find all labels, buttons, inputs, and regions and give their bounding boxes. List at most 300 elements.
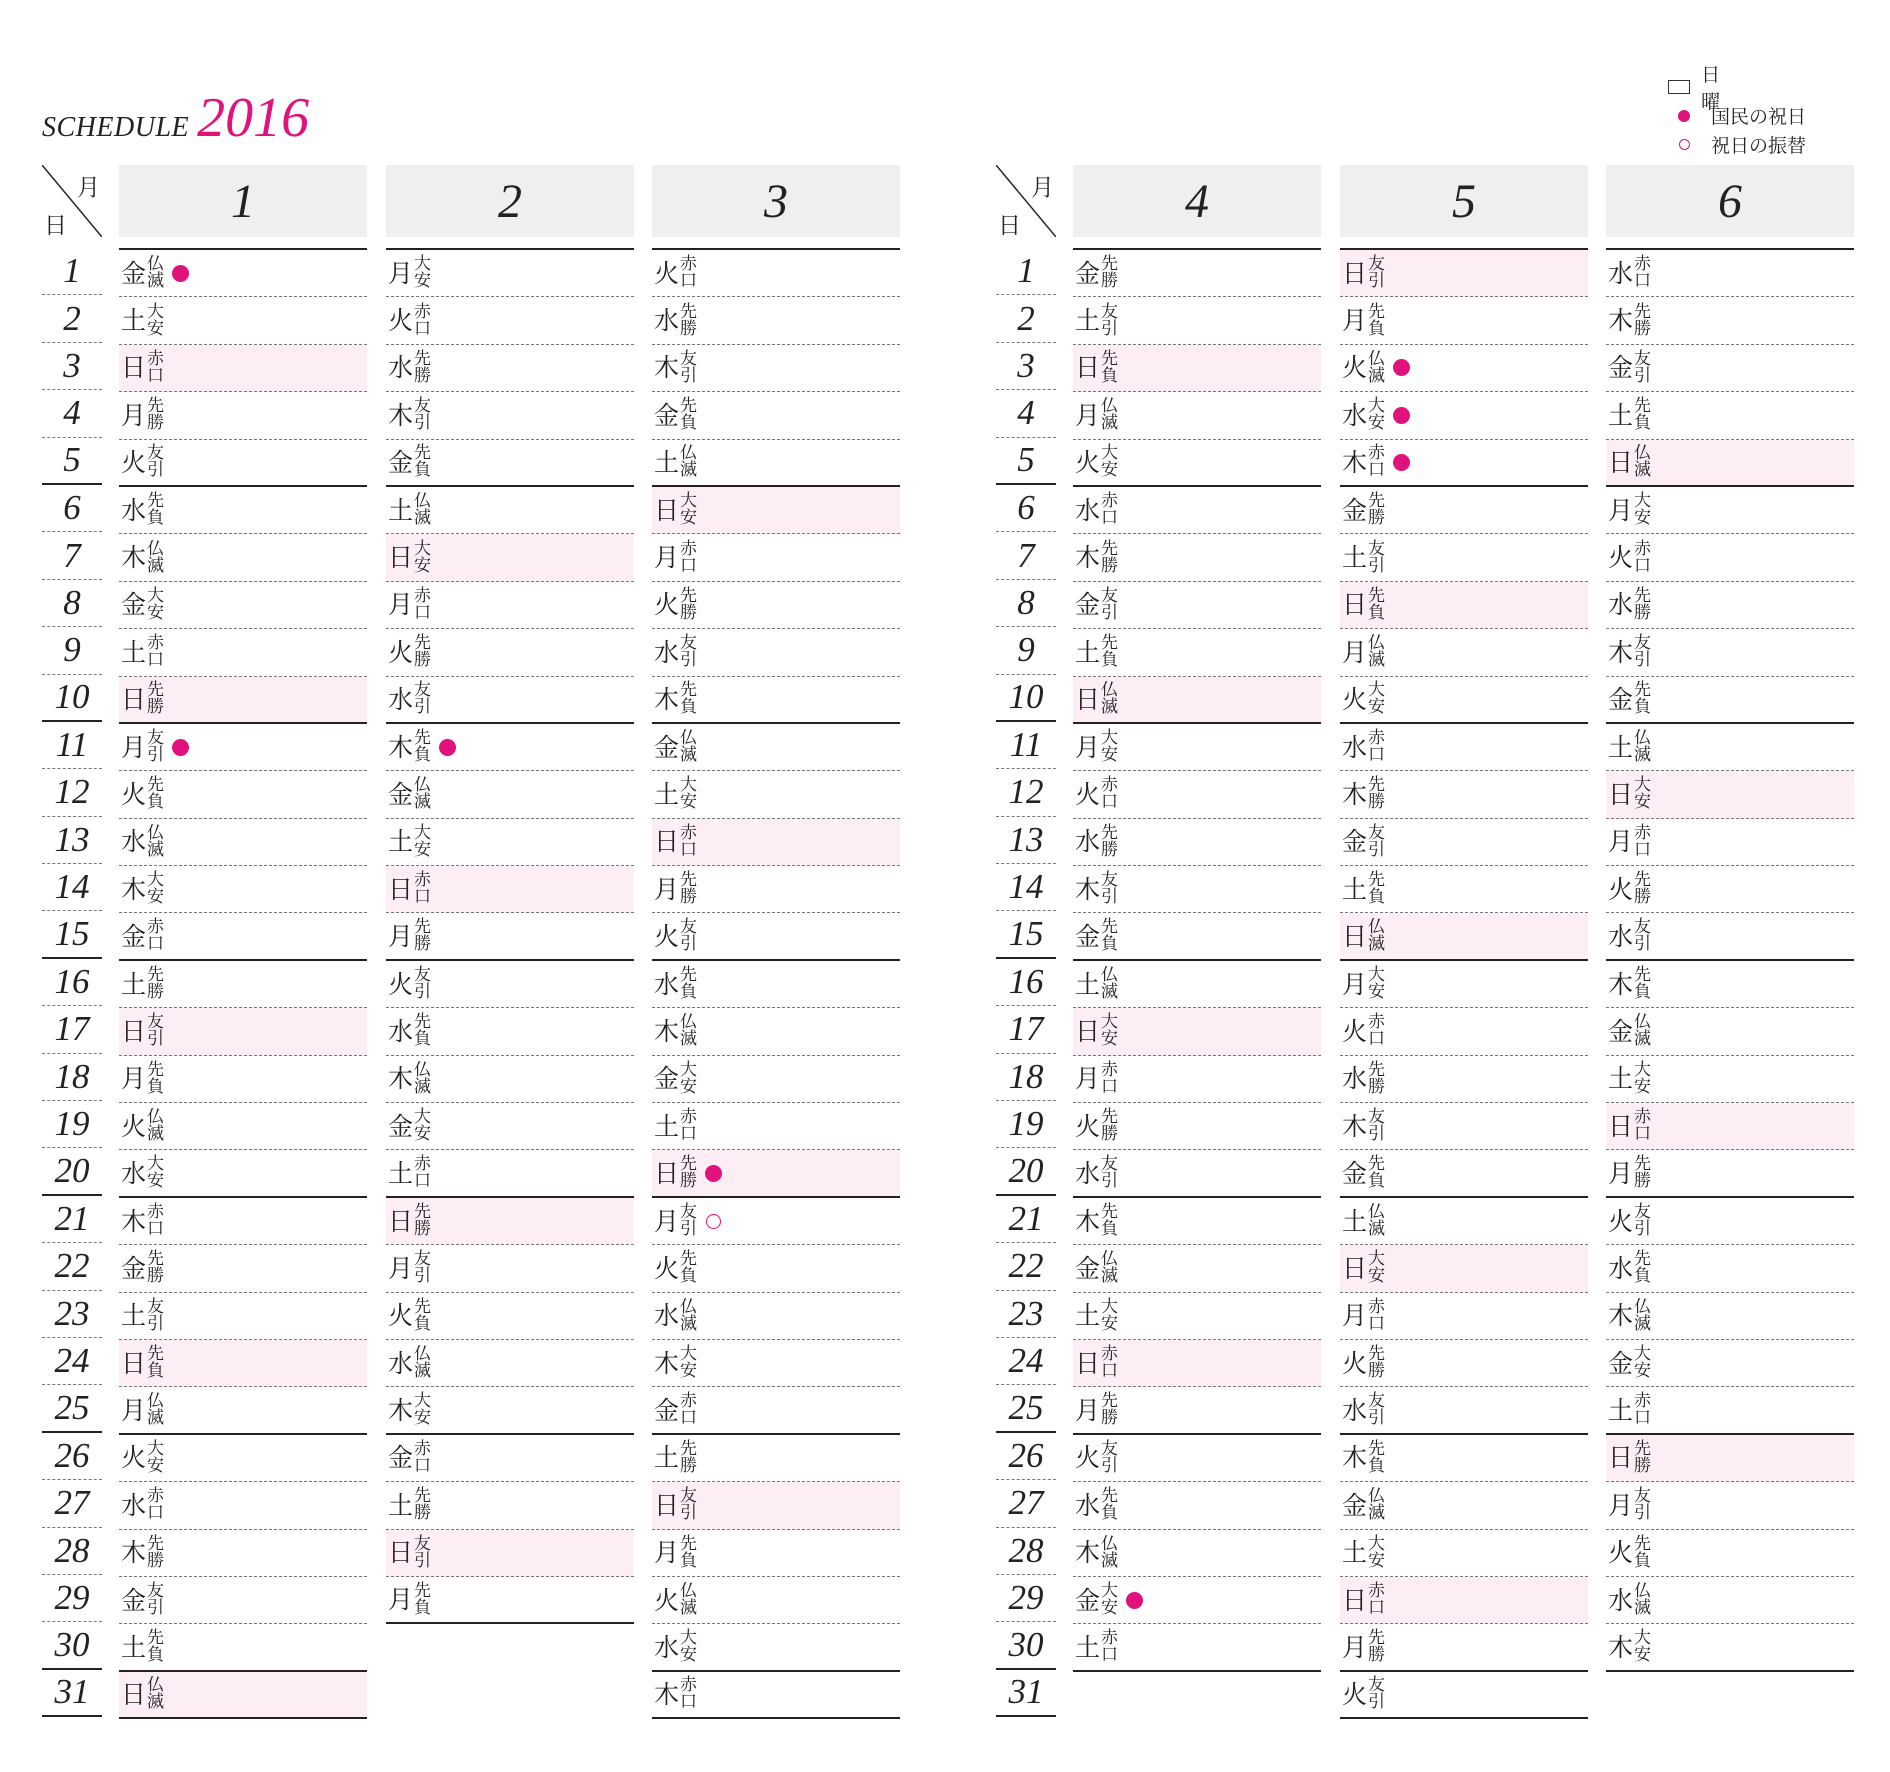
day-row[interactable]	[386, 1103, 634, 1150]
rokuyo-char: 友	[1368, 1675, 1386, 1696]
rokuyo-label	[147, 1438, 165, 1476]
day-row[interactable]	[1340, 1530, 1588, 1577]
day-row[interactable]	[1340, 629, 1588, 676]
rokuyo-label	[1368, 872, 1385, 906]
day-number: 2	[42, 295, 102, 342]
day-row[interactable]	[386, 1530, 634, 1577]
rokuyo-char: 大	[1634, 1628, 1652, 1649]
day-row[interactable]	[1340, 1198, 1588, 1245]
day-row[interactable]	[1073, 534, 1321, 581]
rokuyo-label	[1368, 493, 1385, 527]
day-number: 18	[42, 1054, 102, 1101]
day-row[interactable]	[386, 1435, 634, 1482]
day-row[interactable]	[1606, 1577, 1854, 1624]
day-row[interactable]	[652, 392, 900, 439]
day-row[interactable]	[119, 819, 367, 866]
day-row[interactable]	[1073, 1530, 1321, 1577]
rokuyo-char: 滅	[147, 555, 165, 576]
weekday-label: 日	[388, 874, 414, 904]
day-row[interactable]	[119, 1435, 367, 1482]
rokuyo-char: 勝	[1368, 1361, 1386, 1382]
weekday-label: 日	[1342, 1253, 1368, 1283]
day-row[interactable]	[1606, 1293, 1854, 1340]
rokuyo-char: 大	[1101, 1296, 1119, 1317]
day-row[interactable]	[1073, 724, 1321, 771]
day-row[interactable]	[119, 297, 367, 344]
day-row[interactable]	[1073, 819, 1321, 866]
day-row[interactable]	[1340, 866, 1588, 913]
day-row[interactable]	[119, 487, 367, 534]
day-row[interactable]	[386, 913, 634, 960]
rokuyo-char: 先	[1101, 633, 1119, 654]
day-row[interactable]	[652, 1624, 900, 1671]
day-row[interactable]	[1606, 392, 1854, 439]
day-row[interactable]	[119, 1293, 367, 1340]
weekday-label: 火	[1075, 779, 1101, 809]
weekday-label: 月	[121, 1395, 147, 1425]
weekday-label: 金	[388, 447, 414, 477]
rokuyo-label	[147, 538, 165, 576]
rokuyo-label	[414, 777, 431, 811]
rokuyo-char: 負	[1634, 1266, 1652, 1287]
day-row[interactable]	[119, 1482, 367, 1529]
day-number: 14	[996, 864, 1056, 911]
rokuyo-char: 赤	[147, 348, 165, 369]
day-row[interactable]	[1340, 819, 1588, 866]
rokuyo-label	[1101, 256, 1118, 290]
day-row[interactable]	[119, 1245, 367, 1292]
day-row[interactable]	[1340, 1482, 1588, 1529]
day-row[interactable]	[1073, 771, 1321, 818]
rokuyo-char: 勝	[147, 413, 165, 434]
day-row[interactable]	[386, 1008, 634, 1055]
day-row[interactable]	[386, 250, 634, 297]
month-column-3	[652, 165, 900, 1719]
rokuyo-label	[147, 635, 164, 669]
day-row[interactable]	[119, 345, 367, 392]
day-row[interactable]	[386, 819, 634, 866]
day-row[interactable]	[1340, 913, 1588, 960]
day-row[interactable]	[1340, 1435, 1588, 1482]
day-row[interactable]	[1073, 1056, 1321, 1103]
rokuyo-label	[680, 493, 697, 527]
rokuyo-label	[680, 967, 697, 1001]
holiday-dot-icon	[1126, 1592, 1143, 1609]
rokuyo-char: 滅	[1368, 1503, 1386, 1524]
day-row[interactable]	[386, 582, 634, 629]
rokuyo-label	[1368, 1014, 1385, 1048]
weekday-label: 水	[654, 1301, 680, 1331]
day-row[interactable]	[652, 961, 900, 1008]
rokuyo-char: 安	[414, 1408, 432, 1429]
day-row[interactable]	[652, 1150, 900, 1197]
day-row[interactable]	[1073, 582, 1321, 629]
day-row[interactable]	[652, 1577, 900, 1624]
day-row[interactable]	[652, 1482, 900, 1529]
day-row[interactable]	[652, 534, 900, 581]
day-row[interactable]	[119, 1150, 367, 1197]
day-row[interactable]	[119, 913, 367, 960]
rokuyo-label	[414, 730, 431, 764]
day-row[interactable]	[652, 487, 900, 534]
day-row[interactable]	[119, 1008, 367, 1055]
rokuyo-label	[1368, 1109, 1385, 1143]
day-row[interactable]	[1073, 1624, 1321, 1671]
day-row[interactable]	[1340, 582, 1588, 629]
rokuyo-char: 滅	[1634, 745, 1652, 766]
day-row[interactable]	[119, 866, 367, 913]
rokuyo-label	[680, 1630, 697, 1664]
day-row[interactable]	[1073, 1340, 1321, 1387]
day-row[interactable]	[386, 771, 634, 818]
rokuyo-label	[680, 777, 697, 811]
day-row[interactable]	[119, 1198, 367, 1245]
day-row[interactable]	[386, 1340, 634, 1387]
day-row[interactable]	[1606, 1008, 1854, 1055]
day-row[interactable]	[1073, 250, 1321, 297]
day-row[interactable]	[119, 1103, 367, 1150]
rokuyo-label	[1101, 682, 1118, 716]
day-row[interactable]	[386, 345, 634, 392]
day-row[interactable]	[1340, 1245, 1588, 1292]
rokuyo-char: 先	[147, 680, 165, 701]
rokuyo-char: 仏	[1368, 1486, 1386, 1507]
rokuyo-char: 友	[1368, 538, 1386, 559]
day-row[interactable]	[386, 440, 634, 487]
day-row[interactable]	[1073, 677, 1321, 724]
rokuyo-char: 安	[1101, 745, 1119, 766]
day-row[interactable]	[652, 297, 900, 344]
rokuyo-label	[680, 256, 697, 290]
day-row[interactable]	[652, 771, 900, 818]
day-row[interactable]	[1073, 866, 1321, 913]
rokuyo-char: 先	[1101, 1202, 1119, 1222]
day-row[interactable]	[119, 724, 367, 771]
day-row[interactable]	[652, 1530, 900, 1577]
rokuyo-char: 負	[680, 697, 698, 718]
day-row[interactable]	[652, 250, 900, 297]
rokuyo-char: 安	[680, 1076, 698, 1097]
rokuyo-char: 負	[1101, 934, 1119, 955]
rokuyo-char: 先	[680, 680, 698, 701]
day-row[interactable]	[386, 677, 634, 724]
rokuyo-char: 先	[1634, 396, 1652, 417]
rokuyo-char: 先	[1101, 822, 1119, 843]
day-row[interactable]	[1073, 1150, 1321, 1197]
day-row[interactable]	[1340, 1150, 1588, 1197]
day-row[interactable]	[1073, 1293, 1321, 1340]
day-row[interactable]	[652, 1435, 900, 1482]
day-row[interactable]	[1606, 677, 1854, 724]
day-row[interactable]	[652, 1245, 900, 1292]
day-row[interactable]	[652, 1198, 900, 1245]
day-row[interactable]	[652, 819, 900, 866]
day-row[interactable]	[119, 771, 367, 818]
day-row[interactable]	[119, 1340, 367, 1387]
rokuyo-label	[680, 1677, 697, 1711]
day-row[interactable]	[1606, 534, 1854, 581]
day-row[interactable]	[1073, 913, 1321, 960]
rokuyo-label	[147, 967, 164, 1001]
day-row[interactable]	[119, 1577, 367, 1624]
weekday-label: 木	[1608, 637, 1634, 667]
day-row[interactable]	[1606, 866, 1854, 913]
day-row[interactable]	[1073, 1198, 1321, 1245]
day-row[interactable]	[1073, 392, 1321, 439]
day-row[interactable]	[386, 534, 634, 581]
rokuyo-label	[1101, 538, 1119, 576]
day-row[interactable]	[1073, 1245, 1321, 1292]
day-row[interactable]	[1340, 1340, 1588, 1387]
day-row[interactable]	[119, 392, 367, 439]
day-row[interactable]	[386, 1293, 634, 1340]
rokuyo-char: 友	[1101, 870, 1119, 891]
weekday-label: 火	[388, 637, 414, 667]
rokuyo-char: 先	[1368, 585, 1386, 606]
rokuyo-char: 先	[147, 1059, 165, 1080]
weekday-label: 月	[654, 1538, 680, 1568]
day-row[interactable]	[119, 534, 367, 581]
rokuyo-label	[680, 1014, 697, 1048]
day-row[interactable]	[119, 582, 367, 629]
day-row[interactable]	[1073, 297, 1321, 344]
day-row[interactable]	[1606, 913, 1854, 960]
weekday-label: 火	[388, 969, 414, 999]
rokuyo-char: 引	[1634, 650, 1652, 671]
day-row[interactable]	[119, 1672, 367, 1719]
day-row[interactable]	[1606, 487, 1854, 534]
day-row[interactable]	[1340, 1624, 1588, 1671]
day-row[interactable]	[119, 961, 367, 1008]
day-number: 6	[996, 485, 1056, 532]
day-row[interactable]	[1606, 1056, 1854, 1103]
day-row[interactable]	[652, 629, 900, 676]
day-row[interactable]	[1606, 771, 1854, 818]
day-row[interactable]	[1606, 819, 1854, 866]
weekday-label: 金	[1608, 353, 1634, 383]
day-row[interactable]	[1606, 1103, 1854, 1150]
weekday-label: 月	[1608, 827, 1634, 857]
day-row[interactable]	[652, 677, 900, 724]
day-row[interactable]	[1340, 345, 1588, 392]
weekday-label: 水	[1075, 1158, 1101, 1188]
day-row[interactable]	[1340, 440, 1588, 487]
rokuyo-char: 先	[147, 1344, 165, 1365]
weekday-label: 火	[1342, 1679, 1368, 1709]
day-row[interactable]	[386, 866, 634, 913]
day-row[interactable]	[386, 629, 634, 676]
rokuyo-char: 友	[1634, 633, 1652, 654]
day-row[interactable]	[1073, 1008, 1321, 1055]
day-row[interactable]	[652, 1340, 900, 1387]
rokuyo-label	[414, 872, 431, 906]
day-row[interactable]	[652, 1672, 900, 1719]
day-row[interactable]	[1606, 724, 1854, 771]
day-row[interactable]	[1073, 1387, 1321, 1434]
day-row[interactable]	[1340, 250, 1588, 297]
day-row[interactable]	[1073, 1103, 1321, 1150]
day-row[interactable]	[1340, 1056, 1588, 1103]
day-row[interactable]	[652, 345, 900, 392]
rokuyo-char: 勝	[1634, 318, 1652, 339]
day-row[interactable]	[1340, 487, 1588, 534]
rokuyo-label	[1101, 635, 1118, 669]
day-row[interactable]	[1340, 1577, 1588, 1624]
day-row[interactable]	[1073, 440, 1321, 487]
day-row[interactable]	[1606, 1482, 1854, 1529]
rokuyo-label	[414, 822, 432, 860]
day-row[interactable]	[1340, 534, 1588, 581]
rokuyo-char: 口	[147, 650, 165, 671]
day-row[interactable]	[1606, 1624, 1854, 1671]
day-row[interactable]	[386, 1577, 634, 1624]
day-row[interactable]	[386, 724, 634, 771]
day-row[interactable]	[1340, 1103, 1588, 1150]
day-row[interactable]	[386, 1245, 634, 1292]
day-row[interactable]	[1606, 1198, 1854, 1245]
rokuyo-char: 滅	[680, 1313, 698, 1334]
day-number: 16	[996, 959, 1056, 1006]
day-row[interactable]	[1340, 1008, 1588, 1055]
day-row[interactable]	[1606, 1530, 1854, 1577]
rokuyo-label	[680, 538, 698, 576]
rokuyo-char: 滅	[1634, 1598, 1652, 1619]
day-row[interactable]	[1606, 1387, 1854, 1434]
day-row[interactable]	[652, 866, 900, 913]
day-row[interactable]	[1606, 582, 1854, 629]
day-number: 3	[42, 343, 102, 390]
day-row[interactable]	[652, 1008, 900, 1055]
day-row[interactable]	[652, 1056, 900, 1103]
corner-month-label: 月	[1031, 175, 1054, 201]
weekday-label: 月	[654, 1206, 680, 1236]
weekday-label: 火	[388, 306, 414, 336]
rokuyo-char: 引	[414, 413, 432, 434]
day-row[interactable]	[1340, 297, 1588, 344]
weekday-label: 水	[388, 1016, 414, 1046]
day-row[interactable]	[1073, 629, 1321, 676]
day-row[interactable]	[652, 440, 900, 487]
weekday-label: 月	[1608, 495, 1634, 525]
weekday-label: 日	[388, 1538, 414, 1568]
day-row[interactable]	[1606, 440, 1854, 487]
day-row[interactable]	[652, 1293, 900, 1340]
day-row[interactable]	[119, 250, 367, 297]
rokuyo-char: 先	[1101, 1391, 1119, 1412]
day-row[interactable]	[652, 582, 900, 629]
rokuyo-char: 負	[1101, 650, 1119, 671]
rokuyo-char: 先	[1368, 1628, 1386, 1649]
rokuyo-char: 先	[147, 1533, 165, 1554]
day-row[interactable]	[386, 392, 634, 439]
rokuyo-char: 引	[1368, 555, 1386, 576]
rokuyo-char: 勝	[1101, 839, 1119, 860]
weekday-label: 水	[121, 1490, 147, 1520]
day-row[interactable]	[386, 297, 634, 344]
day-row[interactable]	[652, 1387, 900, 1434]
day-number: 4	[42, 390, 102, 437]
day-row[interactable]	[119, 1387, 367, 1434]
day-row[interactable]	[1073, 345, 1321, 392]
day-row[interactable]	[386, 1150, 634, 1197]
weekday-label: 土	[1075, 306, 1101, 336]
day-row[interactable]	[119, 1056, 367, 1103]
day-row[interactable]	[1606, 1150, 1854, 1197]
rokuyo-char: 口	[680, 1408, 698, 1429]
rokuyo-label	[414, 538, 432, 576]
weekday-label: 金	[654, 1395, 680, 1425]
day-row[interactable]	[652, 913, 900, 960]
rokuyo-char: 大	[414, 822, 432, 843]
rokuyo-char: 仏	[680, 1296, 698, 1317]
day-row[interactable]	[652, 1103, 900, 1150]
day-row[interactable]	[1073, 1435, 1321, 1482]
rokuyo-char: 勝	[414, 650, 432, 671]
day-row[interactable]	[386, 487, 634, 534]
day-row[interactable]	[1606, 1340, 1854, 1387]
day-row[interactable]	[1340, 1672, 1588, 1719]
day-row[interactable]	[119, 1624, 367, 1671]
day-row[interactable]	[386, 961, 634, 1008]
day-row[interactable]	[1340, 771, 1588, 818]
rokuyo-char: 負	[1368, 1455, 1386, 1476]
weekday-label: 日	[121, 353, 147, 383]
day-row[interactable]	[1073, 1482, 1321, 1529]
rokuyo-char: 赤	[1368, 1581, 1386, 1602]
day-row[interactable]	[1606, 1435, 1854, 1482]
day-row[interactable]	[119, 677, 367, 724]
rokuyo-char: 勝	[414, 1503, 432, 1524]
month-column-1	[119, 165, 367, 1719]
day-row[interactable]	[119, 1530, 367, 1577]
day-row[interactable]	[1073, 1577, 1321, 1624]
rokuyo-char: 赤	[147, 633, 165, 654]
day-row[interactable]	[1073, 961, 1321, 1008]
rokuyo-char: 勝	[1368, 1645, 1386, 1666]
day-row[interactable]	[1606, 629, 1854, 676]
rokuyo-label	[414, 398, 431, 432]
rokuyo-char: 引	[1101, 1455, 1119, 1476]
day-row[interactable]	[386, 1387, 634, 1434]
rokuyo-char: 口	[1368, 745, 1386, 766]
day-row[interactable]	[1606, 345, 1854, 392]
day-row[interactable]	[1606, 297, 1854, 344]
day-row[interactable]	[1340, 1293, 1588, 1340]
rokuyo-label	[1368, 256, 1385, 290]
day-row[interactable]	[1340, 961, 1588, 1008]
day-row[interactable]	[119, 629, 367, 676]
day-row[interactable]	[1340, 724, 1588, 771]
rokuyo-label	[1368, 635, 1385, 669]
day-row[interactable]	[386, 1056, 634, 1103]
day-row[interactable]	[386, 1198, 634, 1245]
rokuyo-char: 引	[1101, 1171, 1119, 1192]
rokuyo-char: 友	[1634, 1202, 1652, 1222]
day-row[interactable]	[1606, 1245, 1854, 1292]
day-row[interactable]	[1340, 677, 1588, 724]
rokuyo-label	[1368, 1156, 1385, 1190]
day-row[interactable]	[119, 440, 367, 487]
day-row[interactable]	[1340, 392, 1588, 439]
rokuyo-char: 大	[1634, 775, 1652, 796]
day-row[interactable]	[1340, 1387, 1588, 1434]
day-row[interactable]	[386, 1482, 634, 1529]
day-row[interactable]	[1606, 961, 1854, 1008]
day-row[interactable]	[1073, 487, 1321, 534]
day-row[interactable]	[1606, 250, 1854, 297]
rokuyo-label	[680, 1488, 697, 1522]
day-row[interactable]	[652, 724, 900, 771]
